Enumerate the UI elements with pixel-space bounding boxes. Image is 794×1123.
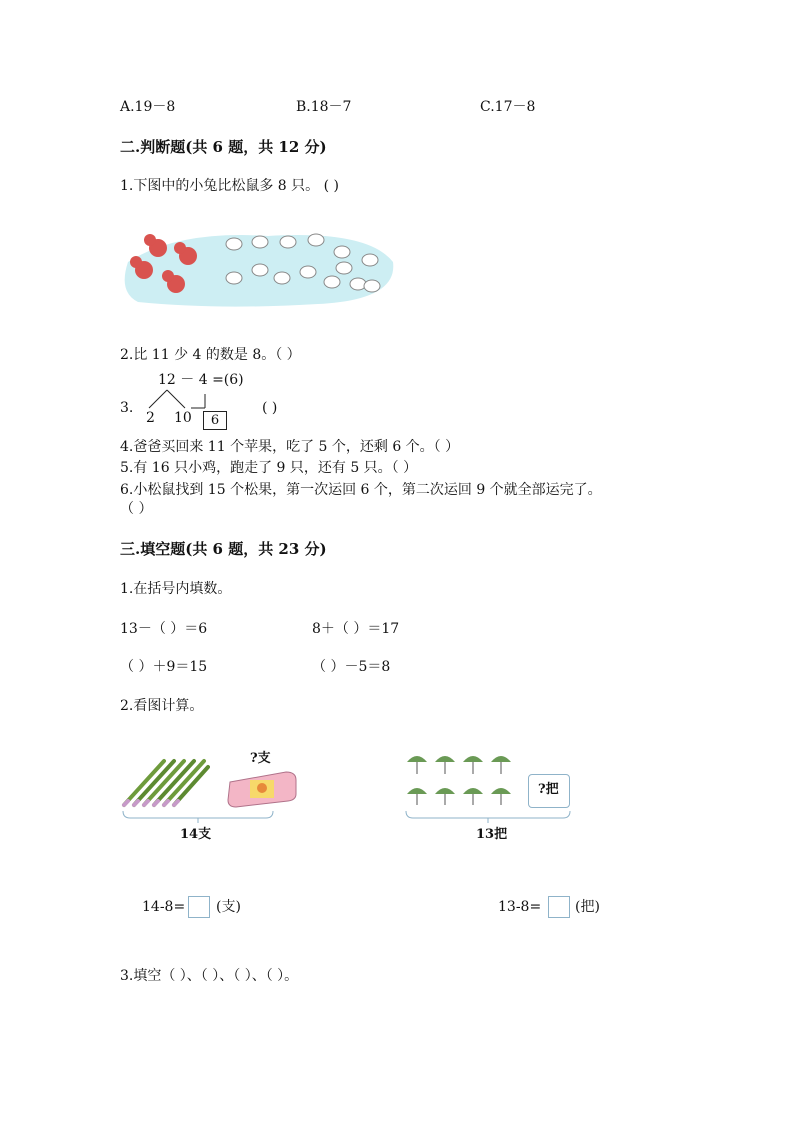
left-total-brace xyxy=(122,810,274,824)
decomposition-left: 2 xyxy=(146,410,155,426)
unknown-umbrellas-label: ?把 xyxy=(538,782,559,797)
question-3-1: 1.在括号内填数。 xyxy=(120,581,232,597)
left-unit: (支) xyxy=(216,899,241,915)
question-3-2: 2.看图计算。 xyxy=(120,698,204,714)
choice-a: A.19－8 xyxy=(120,99,176,115)
squirrels-rabbits-image xyxy=(118,222,398,310)
question-2-3-blank: ( ) xyxy=(262,400,278,416)
pencils-image xyxy=(120,755,210,811)
unknown-pencils-label: ?支 xyxy=(250,751,271,766)
decomposition-lines xyxy=(145,388,215,410)
section-title-judgement: 二.判断题(共 6 题，共 12 分) xyxy=(120,138,327,156)
question-2-3-expression: 12 － 4 =(6) xyxy=(158,372,244,388)
question-2-1: 1.下图中的小兔比松鼠多 8 只。 ( ) xyxy=(120,178,339,194)
right-unit: (把) xyxy=(575,899,600,915)
left-total-label: 14支 xyxy=(180,827,212,842)
question-2-6: 6.小松鼠找到 15 个松果，第一次运回 6 个，第二次运回 9 个就全部运完了。 xyxy=(120,482,602,498)
right-equation: 13-8= xyxy=(498,899,542,915)
left-equation: 14-8= xyxy=(142,899,186,915)
section-title-fill-blank: 三.填空题(共 6 题，共 23 分) xyxy=(120,540,327,558)
equation-3: （ ）＋9＝15 xyxy=(120,659,208,675)
right-answer-box[interactable] xyxy=(548,896,570,918)
decomposition-right: 10 xyxy=(174,410,192,426)
question-2-4: 4.爸爸买回来 11 个苹果，吃了 5 个，还剩 6 个。（ ） xyxy=(120,439,460,455)
umbrellas-image xyxy=(405,750,517,806)
equation-4: （ ）－5＝8 xyxy=(312,659,391,675)
pencil-case-image xyxy=(226,770,298,808)
left-answer-box[interactable] xyxy=(188,896,210,918)
question-2-3-number: 3. xyxy=(120,400,134,416)
right-total-label: 13把 xyxy=(476,827,508,842)
equation-1: 13－（ ）＝6 xyxy=(120,621,208,637)
decomposition-boxed-result: 6 xyxy=(203,411,227,430)
choice-b: B.18－7 xyxy=(296,99,352,115)
question-2-6-blank: （ ） xyxy=(120,501,153,517)
question-3-3: 3.填空（ ）、（ ）、（ ）、（ ）。 xyxy=(120,968,299,984)
choice-c: C.17－8 xyxy=(480,99,536,115)
question-2-5: 5.有 16 只小鸡，跑走了 9 只，还有 5 只。（ ） xyxy=(120,460,418,476)
right-total-brace xyxy=(405,810,571,824)
question-2-2: 2.比 11 少 4 的数是 8。（ ） xyxy=(120,347,301,363)
equation-2: 8＋（ ）＝17 xyxy=(312,621,400,637)
